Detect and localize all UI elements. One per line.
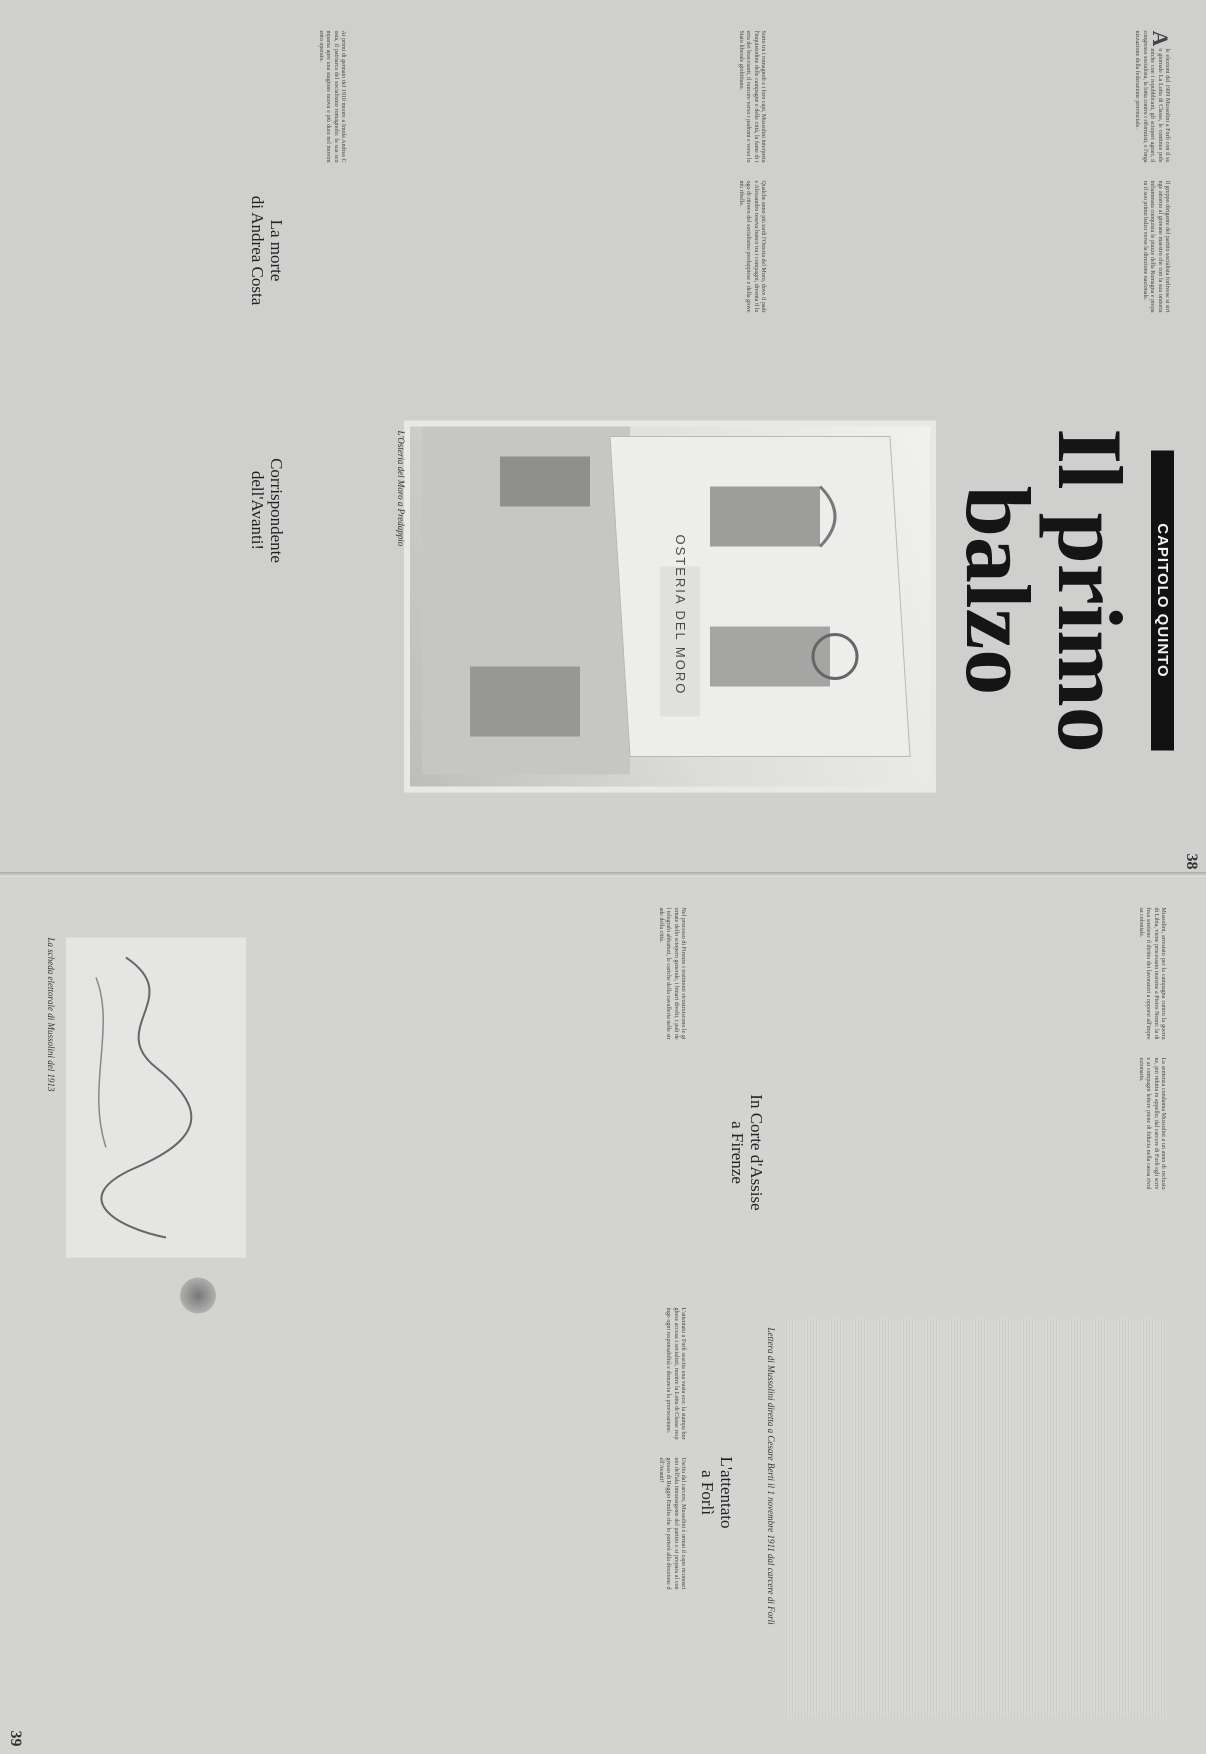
headline-line-2: balzo — [947, 485, 1049, 695]
body-column-2 — [800, 180, 1170, 312]
letter-document-image — [786, 1317, 1166, 1717]
subhead-la-morte-line-2: di Andrea Costa — [248, 195, 267, 305]
lower-body-column-5 — [306, 1457, 686, 1589]
body-column-4-text: Qualche anno più tardi l'Osteria del Moro, dove il padre Alessandro teneva banco tra i compagni, diventa il luogo di ritrovo del socialismo predappiese e della gioventù ribelle. — [737, 180, 766, 312]
body-column-5 — [46, 30, 346, 162]
lower-body-column-1-text: Mussolini, arrestato per la campagna contro la guerra di Libia, viene processato insieme a Pietro Nenni: la difesa sostiene il diritto dei lavoratori a opporsi all'impresa coloniale. — [1137, 907, 1166, 1039]
subhead-corte-assise-line-1: In Corte d'Assise — [747, 1093, 766, 1211]
subhead-corrispondente-line-2: dell'Avanti! — [248, 470, 267, 550]
osteria-sign: OSTERIA DEL MORO — [673, 534, 688, 695]
lower-body-column-5-text: Uscito dal carcere, Mussolini è ormai il capo riconosciuto dell'ala intransigente del partito e si prepara al congresso di Reggio Emilia che lo porterà alla direzione dell'Avanti! — [657, 1457, 686, 1589]
subhead-la-morte-line-1: La morte — [267, 219, 286, 281]
lower-page — [0, 877, 1206, 1754]
subhead-corrispondente-line-1: Corrispondente — [267, 457, 286, 563]
photo-caption: L'Osteria del Moro a Predappio — [396, 430, 406, 546]
lower-page-sheet — [0, 877, 1206, 1754]
body-column-2-text: Il gruppo dirigente del partito socialista forlivese si stringe attorno al giovane maestro che con la sua oratoria infiammata conquista le piazze della Romagna e prepara il suo primo balzo verso la direzione nazionale. — [1141, 180, 1170, 312]
body-column-1-text: le elezioni del 1909 Mussolini a Forlì con il suo giornale La Lotta di Classe, le continue polemiche con i repubblicani, gli scioperi agrari, il congresso socialista, la lotta contro i riformisti, e l'organizzazione della federazione provinciale. — [1134, 30, 1170, 162]
headline-line-1: Il primo — [1039, 427, 1141, 753]
signature-drawing — [66, 937, 246, 1257]
lower-body-column-4-text: L'attentato a Forlì suscita una vasta eco: la stampa borghese accusa i socialisti, mentre la Lotta di Classe respinge ogni responsabilità e denuncia la provocazione. — [665, 1307, 686, 1439]
osteria-photo — [404, 420, 936, 792]
subhead-attentato — [698, 1437, 736, 1547]
drop-cap: A — [1148, 30, 1173, 46]
body-column-1 — [800, 30, 1173, 162]
subhead-corte-assise-line-2: a Firenze — [728, 1120, 747, 1184]
lower-body-column-2 — [786, 1057, 1166, 1189]
lower-body-column-4 — [306, 1307, 686, 1439]
lower-body-column-3 — [306, 907, 686, 1039]
lower-body-column-1 — [786, 907, 1166, 1039]
lower-body-column-3-text: Nel processo di Firenze i testimoni ricostruiscono le giornate dello sciopero generale, i binari divelti, i pali del telegrafo abbattuti, le cariche della cavalleria nelle strade della città. — [657, 907, 686, 1039]
subhead-corte-assise — [728, 1077, 766, 1227]
lower-body-column-2-text: La sentenza condanna Mussolini a un anno di reclusione, poi ridotta in appello; dal carcere di Forlì egli scrive ai compagni lettere piene di fiducia nella causa rivoluzionaria. — [1137, 1057, 1166, 1189]
page-number-38: 38 — [1183, 853, 1200, 869]
electoral-card-caption: La scheda elettorale di Mussolini del 1913 — [46, 937, 56, 1091]
letter-document-caption: Lettera di Mussolini diretta a Cesare Berti il 1 novembre 1911 dal carcere di Forlì — [766, 1327, 776, 1625]
body-column-3 — [396, 30, 766, 162]
page-number-39: 39 — [7, 1730, 24, 1746]
body-column-4 — [396, 180, 766, 312]
body-column-3-text: Sorto tra i romagnoli e i loro capi, Mussolini interpreta l'inquietudine delle campagne e delle città, la fame di terra dei braccianti, il rancore verso i padroni e verso lo Stato liberale giolittiano. — [737, 30, 766, 162]
subhead-attentato-line-2: a Forlì — [698, 1469, 717, 1515]
subhead-attentato-line-1: L'attentato — [717, 1456, 736, 1528]
portrait-stamp-icon — [180, 1277, 216, 1313]
electoral-card-image — [66, 937, 246, 1257]
chapter-kicker: CAPITOLO QUINTO — [1151, 450, 1174, 750]
headline — [947, 420, 1141, 760]
body-column-5-text: Ai primi di gennaio del 1910 muore a Imola Andrea Costa, il patriarca del socialismo romagnolo: la sua scomparsa apre una stagione nuova e più dura nel movimento operaio. — [317, 30, 346, 162]
subhead-la-morte — [248, 190, 286, 310]
subhead-corrispondente — [248, 440, 286, 580]
